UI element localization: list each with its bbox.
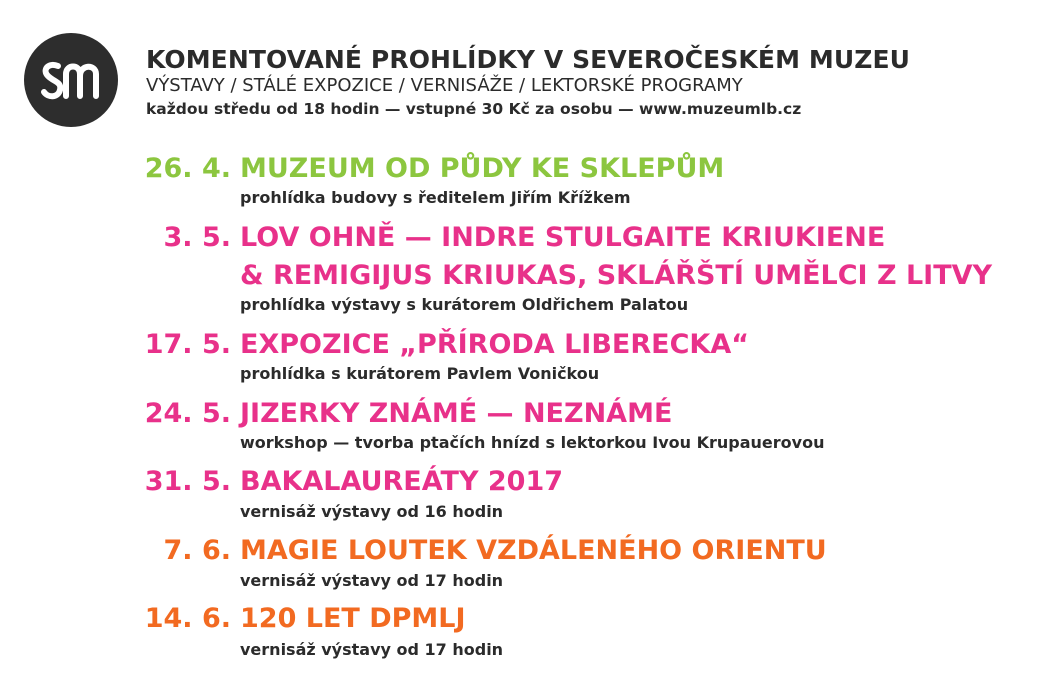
event-date: 14. 6. (144, 603, 231, 634)
event-name: EXPOZICE „PŘÍRODA LIBERECKA“ (240, 329, 749, 360)
event-date: 24. 5. (144, 398, 231, 429)
event-name: 120 LET DPMLJ (240, 603, 466, 634)
museum-logo (24, 33, 118, 127)
header (146, 45, 1026, 120)
schedule-info: každou středu od 18 hodin — vstupné 30 Kč za osobu — www.muzeumlb.cz (146, 100, 802, 118)
event-date: 26. 4. (144, 153, 231, 184)
page-title: KOMENTOVANÉ PROHLÍDKY V SEVEROČESKÉM MUZEU (146, 45, 911, 74)
event-date: 31. 5. (144, 466, 231, 497)
event-date: 7. 6. (163, 535, 231, 566)
event-name: LOV OHNĚ — INDRE STULGAITE KRIUKIENE (240, 222, 886, 253)
event-name: JIZERKY ZNÁMÉ — NEZNÁMÉ (240, 398, 673, 429)
event-name: BAKALAUREÁTY 2017 (240, 466, 564, 497)
museum-logo-icon (36, 50, 106, 110)
event-description: vernisáž výstavy od 17 hodin (240, 640, 504, 659)
event-description: vernisáž výstavy od 16 hodin (240, 502, 504, 521)
event-name: MAGIE LOUTEK VZDÁLENÉHO ORIENTU (240, 535, 827, 566)
event-description: prohlídka s kurátorem Pavlem Voničkou (240, 364, 600, 383)
event-name-line-2: & REMIGIJUS KRIUKAS, SKLÁŘŠTÍ UMĚLCI Z LITVY (240, 260, 993, 291)
event-date: 17. 5. (144, 329, 231, 360)
event-description: workshop — tvorba ptačích hnízd s lektorkou Ivou Krupauerovou (240, 433, 825, 452)
event-name: MUZEUM OD PŮDY KE SKLEPŮM (240, 153, 725, 184)
page-subtitle: VÝSTAVY / STÁLÉ EXPOZICE / VERNISÁŽE / LEKTORSKÉ PROGRAMY (146, 75, 743, 96)
event-description: prohlídka výstavy s kurátorem Oldřichem Palatou (240, 295, 689, 314)
event-date: 3. 5. (163, 222, 231, 253)
event-description: prohlídka budovy s ředitelem Jiřím Křížkem (240, 188, 631, 207)
event-description: vernisáž výstavy od 17 hodin (240, 571, 504, 590)
